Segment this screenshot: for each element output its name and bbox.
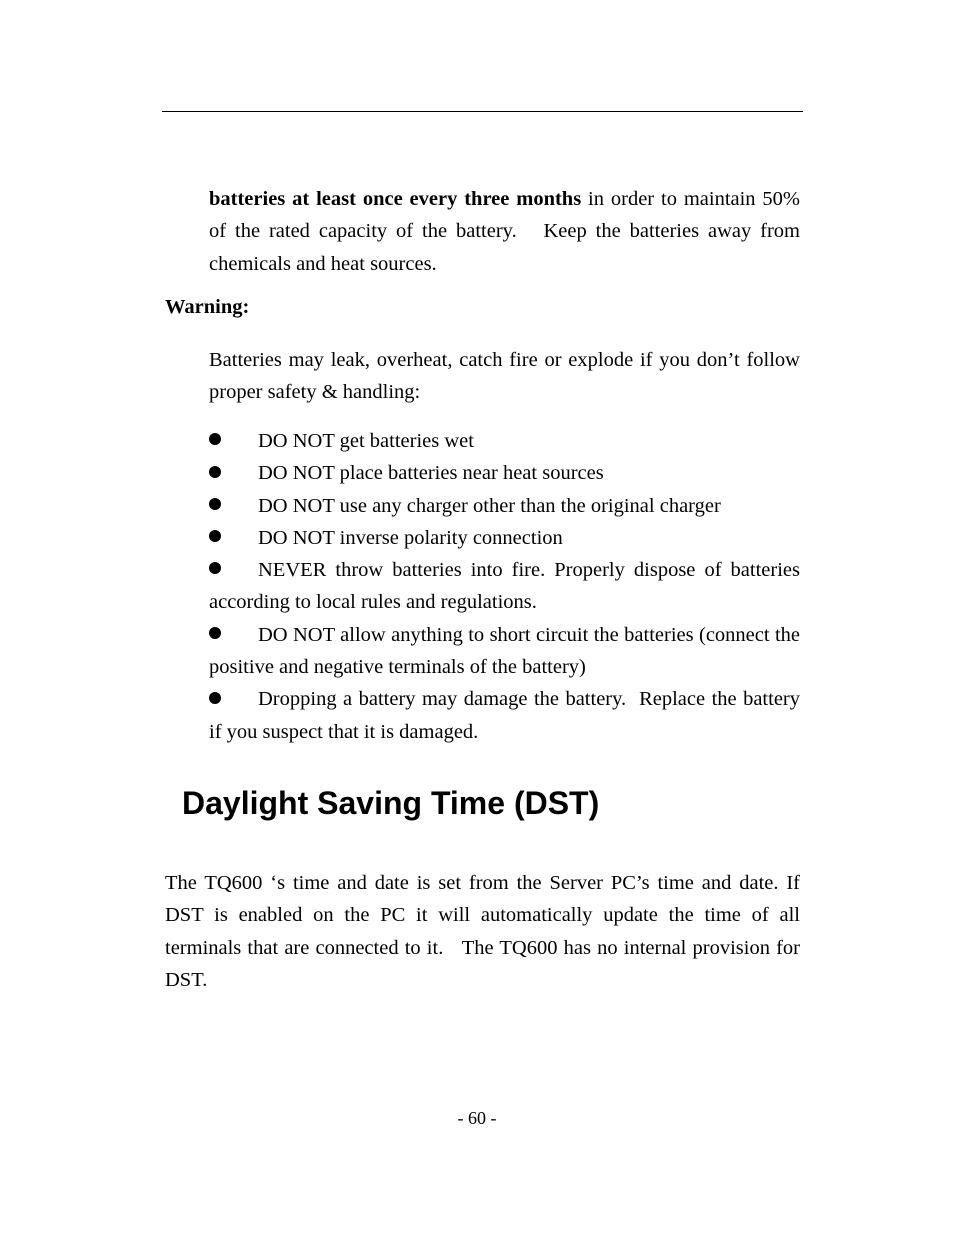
bullet-icon: [209, 619, 258, 651]
bullet-icon: [209, 554, 258, 586]
list-item-text: DO NOT inverse polarity connection: [258, 526, 563, 549]
paragraph-text: in order to maintain 50% of the rated capacity of the battery. Keep the batteries away from chemicals and heat sources.: [209, 188, 801, 275]
bullet-icon: [209, 683, 258, 715]
list-item: [209, 554, 800, 619]
list-item: [209, 619, 800, 684]
bullet-icon: [209, 522, 258, 554]
list-item: [209, 425, 800, 457]
warning-bullet-list: [209, 425, 800, 748]
list-item: [209, 522, 800, 554]
list-item-text: Dropping a battery may damage the battery. Replace the battery if you suspect that it is damaged.: [209, 688, 800, 743]
header-rule: [162, 111, 803, 112]
bullet-icon: [209, 457, 258, 489]
bullet-icon: [209, 425, 258, 457]
warning-label: Warning:: [165, 296, 250, 318]
list-item-text: DO NOT place batteries near heat sources: [258, 462, 604, 485]
section-heading: Daylight Saving Time (DST): [182, 785, 600, 821]
list-item: [209, 490, 800, 522]
emphasis-text: batteries at least once every three months: [209, 188, 582, 210]
list-item-text: DO NOT allow anything to short circuit the batteries (connect the positive and negative terminals of the battery): [209, 623, 800, 679]
list-item-text: DO NOT get batteries wet: [258, 430, 474, 452]
list-item: [209, 457, 800, 489]
list-item-text: NEVER throw batteries into fire. Properly dispose of batteries according to local rules and regulations.: [209, 559, 800, 614]
warning-paragraph: Batteries may leak, overheat, catch fire or explode if you don’t follow proper safety & handling:: [209, 349, 800, 404]
dst-paragraph: The TQ600 ‘s time and date is set from the Server PC’s time and date. If DST is enabled on the PC it will automatically update the time of all terminals that are connected to it. The TQ600 has no internal provision for DST.: [165, 872, 800, 991]
list-item-text: DO NOT use any charger other than the original charger: [258, 494, 721, 517]
page-number: - 60 -: [457, 1108, 497, 1128]
battery-storage-paragraph: [209, 183, 800, 280]
bullet-icon: [209, 490, 258, 522]
list-item: [209, 683, 800, 748]
